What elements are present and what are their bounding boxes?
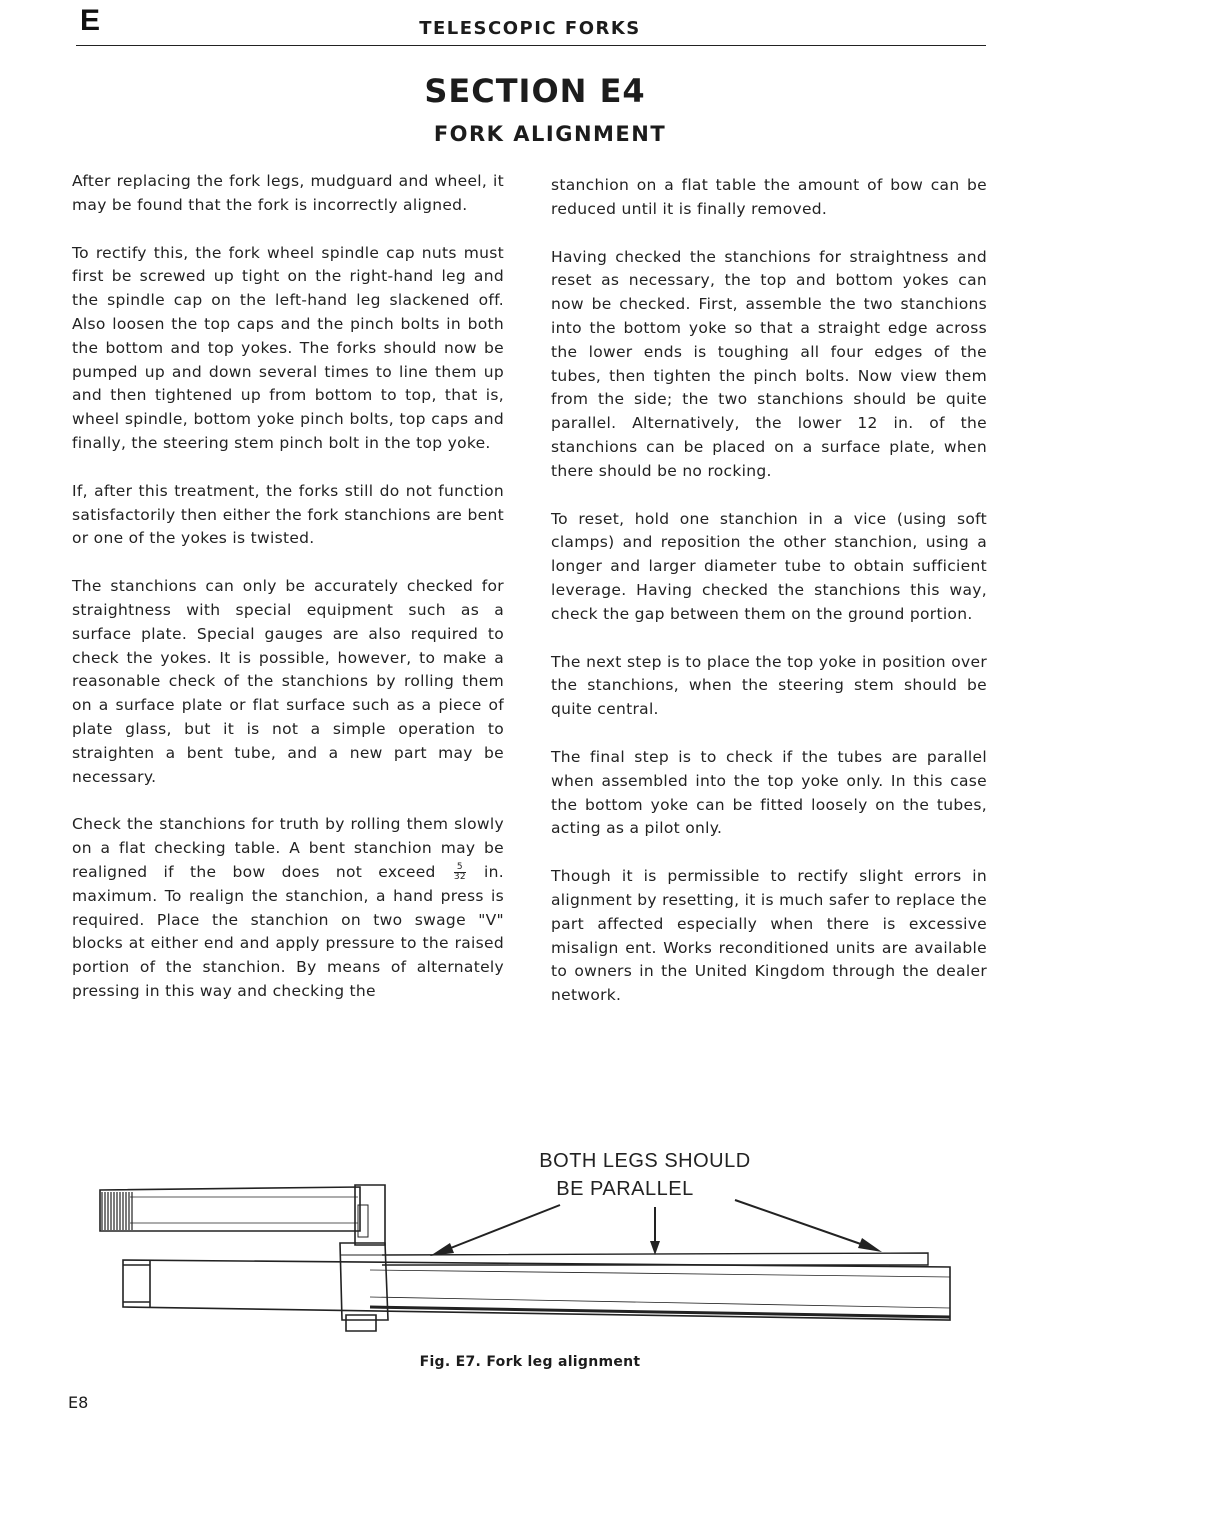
figure-caption: Fig. E7. Fork leg alignment (419, 1354, 641, 1370)
section-title: SECTION E4 (424, 72, 646, 110)
running-head: TELESCOPIC FORKS (419, 18, 641, 39)
figure-label-line2: BE PARALLEL (556, 1178, 694, 1200)
header-rule (76, 45, 986, 46)
page-number: E8 (68, 1393, 89, 1412)
paragraph: stanchion on a flat table the amount of bow can be reduced until it is finally removed. (551, 176, 987, 218)
fraction (454, 863, 466, 882)
right-column (551, 174, 987, 1032)
left-column (72, 170, 504, 1028)
paragraph: After replacing the fork legs, mudguard and wheel, it may be found that the fork is incorrectly aligned. (72, 172, 504, 214)
paragraph: If, after this treatment, the forks still do not function satisfactorily then either the fork stanchions are bent or one of the yokes is twisted. (72, 481, 504, 548)
section-subtitle: FORK ALIGNMENT (433, 122, 667, 146)
fraction-numerator: 5 (454, 863, 466, 873)
arrowhead-middle (650, 1241, 660, 1255)
upper-stanchion (100, 1187, 360, 1231)
paragraph: The final step is to check if the tubes are parallel when assembled into the top yoke only. In this case the bottom yoke can be fitted loosely on the tubes, acting as a pilot only. (551, 747, 987, 838)
arrow-right (735, 1200, 875, 1249)
paragraph (72, 813, 504, 1003)
arrowhead-right (858, 1238, 882, 1252)
paragraph: Having checked the stanchions for straightness and reset as necessary, the top and bottom yokes can now be checked. First, assemble the two stanchions into the bottom yoke so that a straight edge across the lower ends is toughing all four edges of the tubes, then tighten the pinch bolts. Now view them from the side; the two stanchions should be quite parallel. Alternatively, the lower 12 in. of the stanchions can be placed on a surface plate, when there should be no rocking. (551, 247, 987, 480)
arrow-left (438, 1205, 560, 1253)
paragraph: Though it is permissible to rectify slight errors in alignment by resetting, it is much safer to replace the part affected especially when there is excessive misalign ent. Works reconditioned units are available to owners in the United Kingdom through the dealer network. (551, 867, 987, 1005)
paragraph: To rectify this, the fork wheel spindle cap nuts must first be screwed up tight on the right-hand leg and the spindle cap on the left-hand leg slackened off. Also loosen the top caps and the pinch bolts in both the bottom and top yokes. The forks should now be pumped up and down several times to line them up and then tightened up from bottom to top, that is, wheel spindle, bottom yoke pinch bolts, top caps and finally, the steering stem pinch bolt in the top yoke. (72, 243, 504, 452)
paragraph: The stanchions can only be accurately checked for straightness with special equipment such as a surface plate. Special gauges are also required to check the yokes. It is possible, however, to make a reasonable check of the stanchions by rolling them on a surface plate or flat surface such as a piece of plate glass, but it is not a simple operation to straighten a bent tube, and a new part may be necessary. (72, 577, 504, 786)
paragraph-text: in. maximum. To realign the stanchion, a hand press is required. Place the stanchion on two swage "V" blocks at either end and apply pressure to the raised portion of the stanchion. By means of alternately pressing in this way and checking the (72, 862, 504, 1000)
paragraph: The next step is to place the top yoke in position over the stanchions, when the steering stem should be quite central. (551, 652, 987, 719)
fraction-denominator: 32 (453, 871, 466, 882)
section-letter: E (80, 4, 101, 37)
threaded-end (102, 1192, 132, 1230)
figure-label-line1: BOTH LEGS SHOULD (539, 1150, 751, 1172)
paragraph-text: Check the stanchions for truth by rolling them slowly on a flat checking table. A bent stanchion may be realigned if the bow does not exceed (72, 815, 504, 881)
fork-leg-drawing (90, 1145, 960, 1340)
paragraph: To reset, hold one stanchion in a vice (using soft clamps) and reposition the other stanchion, using a longer and larger diameter tube to obtain sufficient leverage. Having checked the stanchions this way, check the gap between them on the ground portion. (551, 509, 987, 623)
fork-alignment-figure (90, 1145, 960, 1340)
